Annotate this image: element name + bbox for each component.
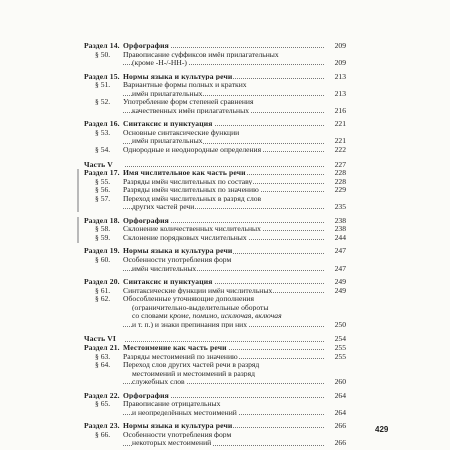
toc-entry-page: 266	[334, 438, 346, 448]
toc-entry-title: Разряды имён числительных по значению	[123, 186, 259, 194]
toc-entry-page: 221	[334, 136, 346, 146]
toc-entry-par	[84, 81, 346, 90]
toc-entry-label: § 63.	[95, 351, 111, 361]
toc-entry-page: 249	[334, 285, 346, 295]
toc-entry-title	[123, 335, 124, 343]
toc-entry-label: § 66.	[95, 429, 111, 439]
toc-entry-razdel	[84, 120, 346, 129]
toc-entry-page: 209	[334, 41, 346, 50]
toc-entry-label: § 56.	[95, 185, 111, 195]
toc-entry-label: § 62.	[95, 294, 111, 304]
toc-entry-cont	[84, 312, 346, 321]
toc-entry-cont	[84, 137, 346, 146]
toc-entry-title: Синтаксис и пунктуация	[123, 120, 213, 128]
toc-entry-label: § 65.	[95, 399, 111, 409]
toc-entry-label: Раздел 15.	[84, 71, 120, 81]
toc-entry-page: 266	[334, 421, 346, 431]
toc-entry-title: Орфография	[123, 391, 169, 400]
toc-entry-par	[84, 287, 346, 296]
toc-entry-page: 249	[334, 277, 346, 287]
toc-entry-title: имён прилагательных	[132, 89, 203, 98]
toc-entry-title: Синтаксические функции имён числительных	[123, 286, 273, 295]
toc-entry-title: Синтаксис и пунктуация	[123, 278, 213, 286]
toc-entry-title	[123, 161, 124, 169]
toc-entry-par	[84, 98, 346, 107]
toc-entry-cont	[84, 59, 346, 68]
toc-entry-razdel	[84, 278, 346, 287]
toc-entry-title: Разряды имён числительных по составу	[123, 177, 253, 186]
toc-entry-label: Раздел 18.	[84, 215, 120, 225]
toc-entry-title: местоимений и местоимений в разряд	[132, 369, 255, 378]
toc-entry-page: 213	[334, 71, 346, 81]
toc-entry-page: 222	[334, 145, 346, 155]
toc-entry-par	[84, 234, 346, 243]
toc-entry-label: § 52.	[95, 97, 111, 107]
toc-entry-label: Раздел 20.	[84, 277, 120, 287]
toc-entry-label: § 59.	[95, 232, 111, 242]
toc-entry-par	[84, 195, 346, 204]
toc-entry-title: Употребление форм степеней сравнения	[123, 98, 254, 106]
toc-entry-razdel	[84, 217, 346, 226]
toc-entry-label: Раздел 14.	[84, 41, 120, 50]
toc-entry-par	[84, 146, 346, 155]
toc-entry-page: 247	[334, 263, 346, 273]
toc-entry-title: со словами кроме, помимо, исключая, включая	[132, 312, 282, 320]
toc-entry-page: 264	[334, 390, 346, 400]
toc-entry-label: § 64.	[95, 360, 111, 370]
page-number: 429	[375, 425, 389, 434]
toc-entry-cont	[84, 90, 346, 99]
toc-entry-cont	[84, 409, 346, 418]
toc-entry-par	[84, 178, 346, 187]
toc-entry-label: § 53.	[95, 127, 111, 137]
toc-entry-par	[84, 51, 346, 60]
toc-entry-par	[84, 353, 346, 362]
toc-entry-label: § 50.	[95, 49, 111, 59]
toc-entry-page: 238	[334, 215, 346, 225]
toc-entry-title: и неопределённых местоимений	[132, 408, 237, 417]
toc-entry-razdel	[84, 392, 346, 401]
toc-entry-par	[84, 225, 346, 234]
toc-entry-title: Склонение порядковых числительных	[123, 233, 247, 242]
toc-entry-razdel	[84, 42, 346, 51]
toc-entry-label: § 54.	[95, 145, 111, 155]
toc-entry-page: 255	[334, 342, 346, 352]
toc-entry-cont	[84, 439, 346, 448]
toc-entry-label: § 58.	[95, 224, 111, 234]
toc-entry-cont	[84, 370, 346, 379]
toc-entry-title: Правописание отрицательных	[123, 400, 221, 408]
toc-entry-title: служебных слов	[132, 378, 185, 386]
toc-entry-part	[84, 161, 346, 170]
toc-entry-page: 254	[334, 334, 346, 344]
toc-entry-title: Склонение количественных числительных	[123, 225, 261, 233]
toc-entry-title: и т. п.) и знаки препинания при них	[132, 320, 248, 329]
toc-entry-title: других частей речи	[132, 203, 195, 211]
toc-entry-title: имён прилагательных	[132, 137, 203, 146]
toc-entry-label: Раздел 22.	[84, 390, 120, 400]
toc-entry-page: 229	[334, 185, 346, 195]
toc-entry-title: Нормы языка и культура речи	[123, 422, 233, 430]
toc-entry-cont	[84, 203, 346, 212]
toc-entry-cont	[84, 378, 346, 387]
margin-highlight-bar	[77, 217, 79, 243]
toc-entry-title: Местоимение как часть речи	[123, 343, 227, 352]
toc-entry-title: Обособленные уточняющие дополнения	[123, 295, 254, 303]
toc-entry-cont	[84, 321, 346, 330]
toc-entry-title: Разряды местоимений по значению	[123, 352, 238, 361]
toc-entry-label: Раздел 23.	[84, 421, 120, 431]
toc-entry-cont	[84, 304, 346, 313]
toc-entry-page: 260	[334, 377, 346, 387]
toc-entry-page: 235	[334, 202, 346, 212]
toc-entry-title: некоторых местоимений	[132, 439, 212, 448]
toc-entry-par	[84, 129, 346, 138]
toc-entry-title: Переход имён числительных в разряд слов	[123, 194, 262, 203]
toc-entry-title: Основные синтаксические функции	[123, 128, 240, 137]
toc-entry-title: Особенности употребления форм	[123, 430, 232, 439]
toc-entry-razdel	[84, 169, 346, 178]
toc-entry-title: Орфография	[123, 216, 169, 225]
toc-entry-cont	[84, 107, 346, 116]
toc-entry-par	[84, 186, 346, 195]
toc-entry-page: 228	[334, 176, 346, 186]
toc-entry-part	[84, 335, 346, 344]
toc-entry-label: § 55.	[95, 176, 111, 186]
toc-entry-title: Орфография	[123, 42, 169, 50]
toc-entry-page: 247	[334, 246, 346, 256]
toc-entry-par	[84, 256, 346, 265]
toc-entry-razdel	[84, 247, 346, 256]
toc-entry-label: Раздел 17.	[84, 168, 120, 178]
toc-entry-par	[84, 431, 346, 440]
toc-entry-title: Однородные и неоднородные определения	[123, 146, 262, 154]
toc-entry-page: 264	[334, 407, 346, 417]
toc-entry-label: § 57.	[95, 193, 111, 203]
toc-entry-label: Часть V	[84, 159, 113, 169]
table-of-contents	[84, 42, 346, 448]
toc-entry-page: 213	[334, 88, 346, 98]
toc-entry-title: имён числительных	[132, 264, 197, 273]
toc-entry-razdel	[84, 73, 346, 82]
toc-entry-title: (ограничительно-выделительные обороты	[132, 303, 269, 312]
toc-entry-page: 216	[334, 105, 346, 115]
toc-entry-label: Раздел 21.	[84, 342, 120, 352]
toc-entry-label: Раздел 19.	[84, 246, 120, 256]
toc-entry-par	[84, 361, 346, 370]
toc-entry-label: § 51.	[95, 80, 111, 90]
toc-entry-label: Часть VI	[84, 334, 117, 344]
toc-entry-par	[84, 295, 346, 304]
toc-entry-title: качественных имён прилагательных	[132, 106, 250, 115]
toc-entry-page: 250	[334, 319, 346, 329]
toc-entry-title: Нормы языка и культура речи	[123, 247, 233, 256]
margin-highlight-bar	[77, 169, 79, 212]
toc-entry-page: 255	[334, 351, 346, 361]
toc-entry-razdel	[84, 422, 346, 431]
toc-entry-label: Раздел 16.	[84, 119, 120, 129]
toc-entry-title: Правописание суффиксов имён прилагательных	[123, 50, 279, 59]
toc-entry-label: § 60.	[95, 255, 111, 265]
toc-entry-label: § 61.	[95, 285, 111, 295]
toc-entry-cont	[84, 265, 346, 274]
toc-entry-title: Нормы языка и культура речи	[123, 72, 233, 81]
toc-entry-page: 238	[334, 224, 346, 234]
toc-entry-page: 244	[334, 232, 346, 242]
toc-entry-page: 227	[334, 159, 346, 169]
toc-entry-page: 221	[334, 119, 346, 129]
toc-entry-title: Переход слов других частей речи в разряд	[123, 361, 260, 369]
toc-entry-title: Имя числительное как часть речи	[123, 169, 246, 177]
toc-entry-title: Особенности употребления форм	[123, 256, 232, 264]
toc-entry-title: Вариантные формы полных и кратких	[123, 81, 247, 89]
toc-entry-par	[84, 400, 346, 409]
toc-entry-razdel	[84, 344, 346, 353]
toc-entry-page: 209	[334, 58, 346, 68]
toc-entry-title: (кроме -Н-/-НН-)	[132, 59, 187, 67]
toc-entry-page: 228	[334, 168, 346, 178]
